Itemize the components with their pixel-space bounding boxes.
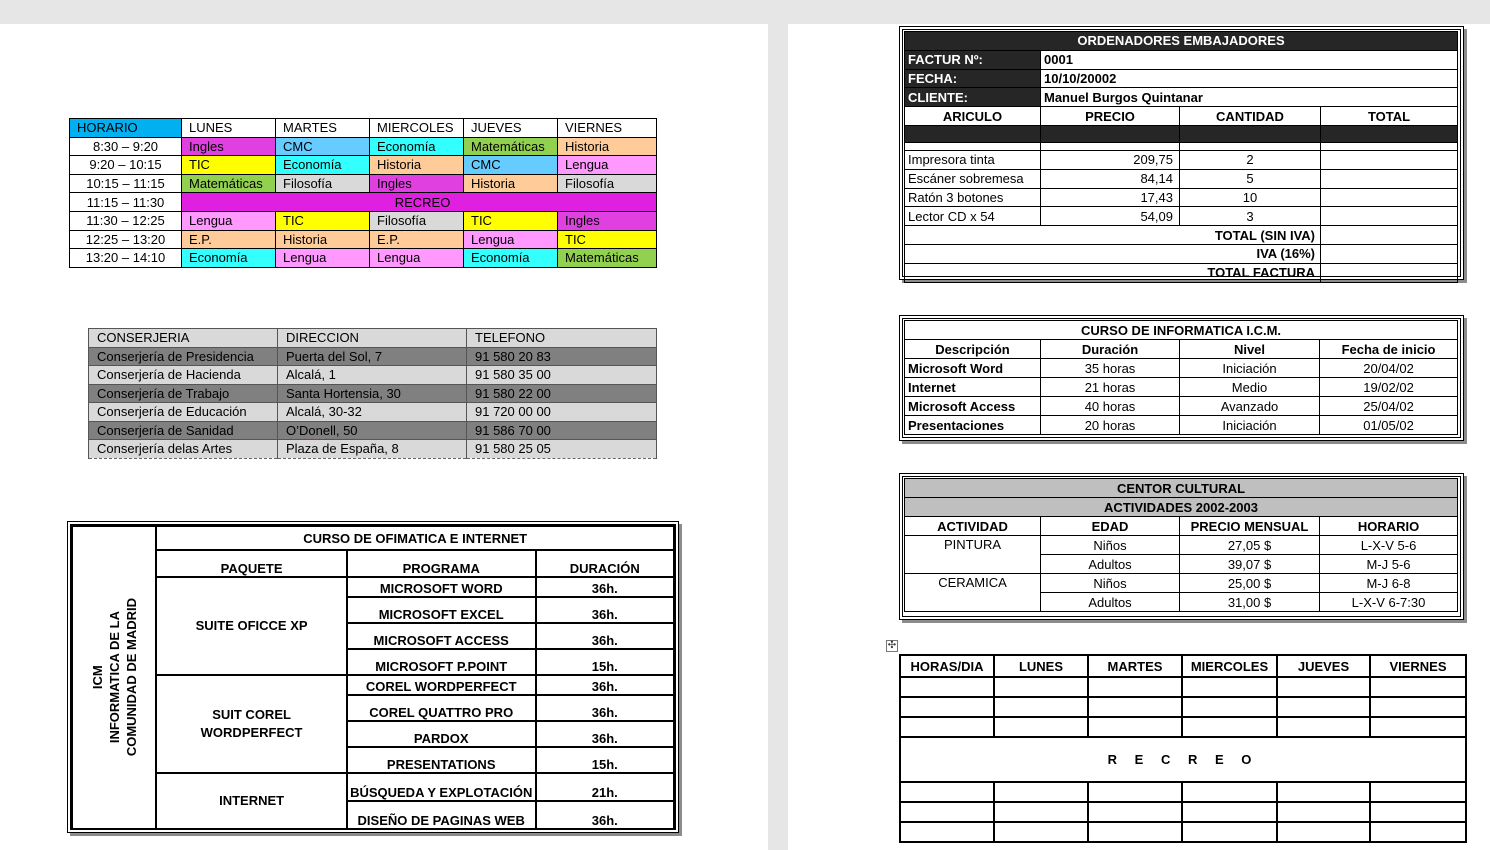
invoice-item-total (1321, 169, 1458, 188)
blank-timetable-cell (1088, 677, 1182, 697)
blank-timetable-cell (1277, 717, 1370, 737)
invoice-item-row (905, 188, 1458, 207)
schedule-subject-cell: Lengua (464, 230, 558, 249)
schedule-subject-cell: TIC (558, 230, 657, 249)
invoice-item-total (1321, 207, 1458, 226)
schedule-subject-cell: Filosofía (558, 174, 657, 193)
blank-timetable-cell (1182, 802, 1277, 822)
ofimatica-duracion-cell: 15h. (536, 747, 674, 773)
ofimatica-programa-cell: PARDOX (347, 721, 536, 747)
icm-cell: Presentaciones (905, 416, 1041, 435)
invoice-item-name: Ratón 3 botones (905, 188, 1041, 207)
ofimatica-duracion-cell: 36h. (536, 623, 674, 649)
invoice-item-row (905, 169, 1458, 188)
invoice-spacer-cell (1321, 125, 1458, 142)
invoice-item-price: 84,14 (1041, 169, 1180, 188)
blank-timetable-cell (1277, 697, 1370, 717)
schedule-header-cell: MIERCOLES (370, 119, 464, 138)
conserjerias-cell: 91 580 25 05 (467, 440, 657, 459)
schedule-subject-cell: Economía (370, 137, 464, 156)
cultural-cell: 25,00 $ (1180, 574, 1320, 593)
icm-title: CURSO DE INFORMATICA I.C.M. (905, 321, 1458, 340)
ofimatica-programa-cell: MICROSOFT WORD (347, 577, 536, 597)
invoice-item-total (1321, 188, 1458, 207)
blank-timetable-cell (994, 677, 1088, 697)
invoice-item-name: Lector CD x 54 (905, 207, 1041, 226)
blank-timetable-cell (994, 717, 1088, 737)
cultural-cell: 39,07 $ (1180, 555, 1320, 574)
schedule-subject-cell: TIC (182, 156, 276, 175)
invoice-total_sin_iva-row (905, 226, 1458, 245)
schedule-time-cell: 13:20 – 14:10 (70, 249, 182, 268)
conserjerias-cell: Conserjería de Hacienda (89, 366, 278, 385)
blank-timetable-row (900, 802, 1466, 822)
blank-timetable-cell (994, 802, 1088, 822)
cultural-cell: Niños (1041, 536, 1180, 555)
icm-cell: 40 horas (1041, 397, 1180, 416)
document-page-left (0, 24, 768, 850)
icm-header-cell: Descripción (905, 340, 1041, 359)
conserjerias-row (89, 403, 657, 422)
cultural-header-cell: HORARIO (1320, 517, 1458, 536)
schedule-row (70, 211, 657, 230)
ofimatica-duracion-cell: 36h. (536, 801, 674, 829)
invoice-header-cell: PRECIO (1041, 107, 1180, 126)
invoice-spacer-cell (905, 125, 1041, 142)
cultural-subtitle: ACTIVIDADES 2002-2003 (905, 498, 1458, 517)
schedule-subject-cell: Matemáticas (182, 174, 276, 193)
invoice-spacer-cell (1041, 142, 1180, 150)
invoice-total_sin_iva-value (1321, 226, 1458, 245)
blank-timetable-cell (900, 697, 994, 717)
conserjerias-header-cell: DIRECCION (278, 329, 467, 348)
schedule-subject-cell: Ingles (182, 137, 276, 156)
icm-cell: 20/04/02 (1320, 359, 1458, 378)
invoice-spacer-row (905, 142, 1458, 150)
blank-timetable-row (900, 697, 1466, 717)
schedule-header-cell: JUEVES (464, 119, 558, 138)
invoice-client-label: CLIENTE: (905, 88, 1041, 107)
ofimatica-duracion-cell: 36h. (536, 721, 674, 747)
ofimatica-programa-cell: MICROSOFT EXCEL (347, 597, 536, 623)
invoice-item-qty: 3 (1180, 207, 1321, 226)
invoice-item-price: 54,09 (1041, 207, 1180, 226)
schedule-subject-cell: Lengua (370, 249, 464, 268)
schedule-time-cell: 11:15 – 11:30 (70, 193, 182, 212)
invoice-item-qty: 10 (1180, 188, 1321, 207)
blank-timetable-cell (1370, 717, 1466, 737)
invoice-spacer-cell (905, 142, 1041, 150)
cultural-center-frame (899, 473, 1464, 620)
invoice-title-row (905, 32, 1458, 51)
ofimatica-paquete-cell: INTERNET (156, 773, 347, 829)
cultural-header-cell: EDAD (1041, 517, 1180, 536)
invoice-item-row (905, 207, 1458, 226)
schedule-subject-cell: Historia (276, 230, 370, 249)
icm-cell: 01/05/02 (1320, 416, 1458, 435)
icm-cell: 20 horas (1041, 416, 1180, 435)
ofimatica-programa-cell: BÚSQUEDA Y EXPLOTACIÓN (347, 773, 536, 801)
conserjerias-cell: 91 586 70 00 (467, 421, 657, 440)
blank-timetable-recreo-row (900, 737, 1466, 782)
ofimatica-duracion-cell: 36h. (536, 675, 674, 695)
schedule-header-cell: MARTES (276, 119, 370, 138)
schedule-row (70, 230, 657, 249)
blank-timetable-header-cell: MARTES (1088, 655, 1182, 677)
ofimatica-programa-cell: MICROSOFT ACCESS (347, 623, 536, 649)
invoice-iva-row (905, 244, 1458, 263)
ofimatica-programa-cell: DISEÑO DE PAGINAS WEB (347, 801, 536, 829)
schedule-row (70, 137, 657, 156)
schedule-recreo-cell: RECREO (182, 193, 657, 212)
blank-timetable-recreo: R E C R E O (900, 737, 1466, 782)
blank-timetable-cell (1182, 717, 1277, 737)
blank-timetable-cell (1182, 677, 1277, 697)
invoice-date-row (905, 69, 1458, 88)
schedule-header-row (70, 119, 657, 138)
blank-timetable-row (900, 782, 1466, 802)
blank-timetable-header-cell: JUEVES (1277, 655, 1370, 677)
icm-cell: Iniciación (1180, 359, 1320, 378)
cultural-title-row (905, 479, 1458, 498)
icm-cell: Microsoft Word (905, 359, 1041, 378)
invoice-item-price: 17,43 (1041, 188, 1180, 207)
schedule-time-cell: 11:30 – 12:25 (70, 211, 182, 230)
ofimatica-duracion-cell: 36h. (536, 695, 674, 721)
ofimatica-programa-cell: COREL WORDPERFECT (347, 675, 536, 695)
invoice-iva-label: IVA (16%) (905, 244, 1321, 263)
invoice-header-row (905, 107, 1458, 126)
conserjerias-header-cell: TELEFONO (467, 329, 657, 348)
icm-cell: Internet (905, 378, 1041, 397)
schedule-table (69, 118, 657, 268)
blank-timetable-cell (1182, 697, 1277, 717)
schedule-subject-cell: TIC (276, 211, 370, 230)
ofimatica-header-cell: DURACIÓN (536, 550, 674, 577)
ofimatica-paquete-cell: SUITE OFICCE XP (156, 577, 347, 675)
table-move-handle-icon[interactable]: ✣ (887, 640, 897, 651)
icm-cell: Iniciación (1180, 416, 1320, 435)
blank-timetable-cell (1088, 717, 1182, 737)
blank-timetable-cell (1277, 677, 1370, 697)
conserjerias-cell: Santa Hortensia, 30 (278, 384, 467, 403)
ofimatica-duracion-cell: 36h. (536, 597, 674, 623)
blank-timetable-cell (1088, 822, 1182, 842)
invoice-total_factura-row (905, 263, 1458, 282)
schedule-row (70, 249, 657, 268)
invoice-table (904, 31, 1458, 283)
blank-timetable-row (900, 822, 1466, 842)
blank-timetable-row (900, 717, 1466, 737)
schedule-subject-cell: Ingles (558, 211, 657, 230)
blank-timetable-cell (1088, 802, 1182, 822)
invoice-spacer-cell (1180, 125, 1321, 142)
icm-header-cell: Duración (1041, 340, 1180, 359)
ofimatica-row (72, 577, 674, 597)
icm-course-table (904, 320, 1458, 435)
ofimatica-programa-cell: PRESENTATIONS (347, 747, 536, 773)
blank-timetable (899, 654, 1467, 843)
cultural-subtitle-row (905, 498, 1458, 517)
blank-timetable-cell (900, 677, 994, 697)
schedule-subject-cell: Lengua (182, 211, 276, 230)
invoice-item-total (1321, 150, 1458, 169)
schedule-time-cell: 10:15 – 11:15 (70, 174, 182, 193)
blank-timetable-header-cell: LUNES (994, 655, 1088, 677)
schedule-subject-cell: Lengua (558, 156, 657, 175)
invoice-spacer-cell (1041, 125, 1180, 142)
cultural-activity-cell: CERAMICA (905, 574, 1041, 612)
conserjerias-cell: Conserjería de Presidencia (89, 347, 278, 366)
conserjerias-table (88, 328, 657, 459)
invoice-item-name: Escáner sobremesa (905, 169, 1041, 188)
icm-header-cell: Fecha de inicio (1320, 340, 1458, 359)
invoice-spacer-cell (1180, 142, 1321, 150)
blank-timetable-header-cell: VIERNES (1370, 655, 1466, 677)
blank-timetable-cell (1370, 802, 1466, 822)
blank-timetable-cell (900, 802, 994, 822)
conserjerias-cell: Conserjería de Trabajo (89, 384, 278, 403)
invoice-header-cell: CANTIDAD (1180, 107, 1321, 126)
conserjerias-cell: 91 580 20 83 (467, 347, 657, 366)
schedule-row (70, 174, 657, 193)
cultural-center-table (904, 478, 1458, 612)
ofimatica-row (72, 675, 674, 695)
conserjerias-header-row (89, 329, 657, 348)
ofimatica-course-table (71, 525, 675, 830)
invoice-date-value: 10/10/20002 (1041, 69, 1458, 88)
ofimatica-header-cell: PROGRAMA (347, 550, 536, 577)
blank-timetable-header-cell: HORAS/DIA (900, 655, 994, 677)
blank-timetable-cell (1088, 782, 1182, 802)
icm-cell: Microsoft Access (905, 397, 1041, 416)
blank-timetable-cell (1370, 697, 1466, 717)
conserjerias-cell: Alcalá, 1 (278, 366, 467, 385)
blank-timetable-row (900, 677, 1466, 697)
ofimatica-duracion-cell: 15h. (536, 649, 674, 675)
icm-cell: 19/02/02 (1320, 378, 1458, 397)
ofimatica-duracion-cell: 36h. (536, 577, 674, 597)
blank-timetable-cell (994, 822, 1088, 842)
invoice-number-row (905, 50, 1458, 69)
schedule-row (70, 156, 657, 175)
blank-timetable-cell (1370, 677, 1466, 697)
schedule-subject-cell: E.P. (370, 230, 464, 249)
ofimatica-title-cell: CURSO DE OFIMATICA E INTERNET (156, 526, 674, 550)
icm-cell: Medio (1180, 378, 1320, 397)
icm-row (905, 397, 1458, 416)
blank-timetable-cell (1182, 822, 1277, 842)
icm-cell: 25/04/02 (1320, 397, 1458, 416)
blank-timetable-cell (1370, 822, 1466, 842)
ofimatica-paquete-cell: SUIT COREL WORDPERFECT (156, 675, 347, 773)
schedule-subject-cell: Matemáticas (558, 249, 657, 268)
ofimatica-programa-cell: MICROSOFT P.POINT (347, 649, 536, 675)
conserjerias-cell: 91 580 22 00 (467, 384, 657, 403)
ofimatica-side-label: ICM INFORMATICA DE LA COMUNIDAD DE MADRID (89, 598, 139, 757)
invoice-item-qty: 2 (1180, 150, 1321, 169)
cultural-cell: Niños (1041, 574, 1180, 593)
cultural-activity-cell: PINTURA (905, 536, 1041, 574)
blank-timetable-header-cell: MIERCOLES (1182, 655, 1277, 677)
invoice-spacer-cell (1321, 142, 1458, 150)
blank-timetable-cell (900, 717, 994, 737)
invoice-total_factura-label: TOTAL FACTURA (905, 263, 1321, 282)
schedule-row (70, 193, 657, 212)
cultural-cell: 27,05 $ (1180, 536, 1320, 555)
cultural-cell: L-X-V 6-7:30 (1320, 593, 1458, 612)
blank-timetable-cell (994, 697, 1088, 717)
schedule-subject-cell: TIC (464, 211, 558, 230)
schedule-time-cell: 12:25 – 13:20 (70, 230, 182, 249)
conserjerias-cell: Conserjería de Educación (89, 403, 278, 422)
conserjerias-cell: 91 720 00 00 (467, 403, 657, 422)
cultural-header-cell: ACTIVIDAD (905, 517, 1041, 536)
icm-cell: Avanzado (1180, 397, 1320, 416)
cultural-cell: M-J 6-8 (1320, 574, 1458, 593)
conserjerias-row (89, 347, 657, 366)
conserjerias-cell: Conserjería delas Artes (89, 440, 278, 459)
invoice-title: ORDENADORES EMBAJADORES (905, 32, 1458, 51)
conserjerias-cell: Puerta del Sol, 7 (278, 347, 467, 366)
schedule-subject-cell: CMC (464, 156, 558, 175)
blank-timetable-cell (1182, 782, 1277, 802)
invoice-item-name: Impresora tinta (905, 150, 1041, 169)
invoice-number-label: FACTUR Nº: (905, 50, 1041, 69)
ofimatica-programa-cell: COREL QUATTRO PRO (347, 695, 536, 721)
cultural-cell: Adultos (1041, 593, 1180, 612)
icm-row (905, 359, 1458, 378)
blank-timetable-cell (1370, 782, 1466, 802)
invoice-client-value: Manuel Burgos Quintanar (1041, 88, 1458, 107)
schedule-subject-cell: Matemáticas (464, 137, 558, 156)
invoice-total_sin_iva-label: TOTAL (SIN IVA) (905, 226, 1321, 245)
cultural-cell: Adultos (1041, 555, 1180, 574)
conserjerias-row (89, 421, 657, 440)
cultural-cell: M-J 5-6 (1320, 555, 1458, 574)
schedule-header-cell: LUNES (182, 119, 276, 138)
blank-timetable-cell (1088, 697, 1182, 717)
icm-row (905, 416, 1458, 435)
cultural-row (905, 536, 1458, 555)
schedule-subject-cell: Economía (276, 156, 370, 175)
conserjerias-cell: 91 580 35 00 (467, 366, 657, 385)
blank-timetable-cell (1277, 802, 1370, 822)
conserjerias-cell: Alcalá, 30-32 (278, 403, 467, 422)
invoice-dark-spacer-row (905, 125, 1458, 142)
icm-header-row (905, 340, 1458, 359)
blank-timetable-cell (1277, 782, 1370, 802)
invoice-item-price: 209,75 (1041, 150, 1180, 169)
icm-cell: 21 horas (1041, 378, 1180, 397)
conserjerias-row (89, 366, 657, 385)
icm-title-row (905, 321, 1458, 340)
conserjerias-header-cell: CONSERJERIA (89, 329, 278, 348)
invoice-number-value: 0001 (1041, 50, 1458, 69)
cultural-row (905, 574, 1458, 593)
schedule-subject-cell: E.P. (182, 230, 276, 249)
ofimatica-title-row (72, 526, 674, 550)
invoice-date-label: FECHA: (905, 69, 1041, 88)
ofimatica-header-row (72, 550, 674, 577)
schedule-header-cell: VIERNES (558, 119, 657, 138)
schedule-subject-cell: Lengua (276, 249, 370, 268)
icm-cell: 35 horas (1041, 359, 1180, 378)
cultural-cell: L-X-V 5-6 (1320, 536, 1458, 555)
schedule-time-cell: 8:30 – 9:20 (70, 137, 182, 156)
invoice-header-cell: ARICULO (905, 107, 1041, 126)
ofimatica-duracion-cell: 21h. (536, 773, 674, 801)
schedule-subject-cell: Historia (370, 156, 464, 175)
schedule-subject-cell: CMC (276, 137, 370, 156)
invoice-iva-value (1321, 244, 1458, 263)
cultural-cell: 31,00 $ (1180, 593, 1320, 612)
icm-row (905, 378, 1458, 397)
cultural-header-row (905, 517, 1458, 536)
document-page-right (788, 24, 1490, 850)
blank-timetable-cell (900, 782, 994, 802)
invoice-frame (899, 26, 1464, 280)
conserjerias-row (89, 384, 657, 403)
invoice-client-row (905, 88, 1458, 107)
ofimatica-side-label-cell (72, 526, 156, 829)
blank-timetable-cell (1277, 822, 1370, 842)
conserjerias-cell: Conserjería de Sanidad (89, 421, 278, 440)
schedule-subject-cell: Filosofía (370, 211, 464, 230)
schedule-header-cell: HORARIO (70, 119, 182, 138)
schedule-subject-cell: Historia (558, 137, 657, 156)
invoice-item-row (905, 150, 1458, 169)
invoice-header-cell: TOTAL (1321, 107, 1458, 126)
schedule-subject-cell: Economía (464, 249, 558, 268)
blank-timetable-cell (994, 782, 1088, 802)
cultural-title: CENTOR CULTURAL (905, 479, 1458, 498)
schedule-subject-cell: Ingles (370, 174, 464, 193)
invoice-total_factura-value (1321, 263, 1458, 282)
conserjerias-cell: Plaza de España, 8 (278, 440, 467, 459)
icm-course-frame (899, 315, 1464, 441)
cultural-header-cell: PRECIO MENSUAL (1180, 517, 1320, 536)
blank-timetable-cell (900, 822, 994, 842)
schedule-time-cell: 9:20 – 10:15 (70, 156, 182, 175)
conserjerias-cell: O’Donell, 50 (278, 421, 467, 440)
ofimatica-header-cell: PAQUETE (156, 550, 347, 577)
conserjerias-row (89, 440, 657, 459)
schedule-subject-cell: Economía (182, 249, 276, 268)
ofimatica-course-frame (67, 521, 679, 833)
icm-header-cell: Nivel (1180, 340, 1320, 359)
ofimatica-row (72, 773, 674, 801)
schedule-subject-cell: Filosofía (276, 174, 370, 193)
schedule-subject-cell: Historia (464, 174, 558, 193)
invoice-item-qty: 5 (1180, 169, 1321, 188)
blank-timetable-header-row (900, 655, 1466, 677)
